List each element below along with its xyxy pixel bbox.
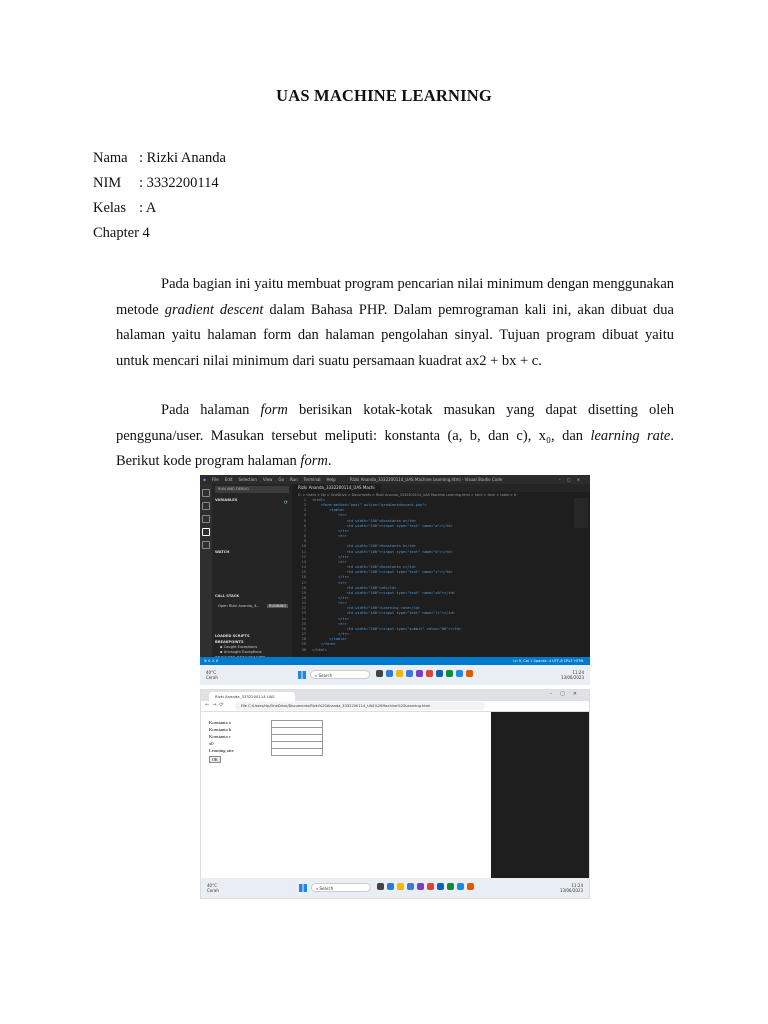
code-editor[interactable] bbox=[292, 484, 590, 657]
address-bar[interactable]: File C:/Users/Hp/OneDrive/Documents/Rizki%20Ananda_3332200114_UAS%20Machine%20Learning.html bbox=[235, 702, 485, 710]
sidebar-header: RUN AND DEBUG bbox=[218, 487, 249, 491]
code-text: </tr> bbox=[312, 528, 349, 533]
code-text: <td width="100"><input type="text" name="c"></td> bbox=[312, 570, 453, 575]
word-icon[interactable] bbox=[437, 883, 444, 890]
code-text: <tr> bbox=[312, 601, 347, 606]
code-text: </tr> bbox=[312, 616, 349, 621]
taskbar bbox=[200, 665, 590, 685]
info-kelas bbox=[93, 200, 156, 217]
code-text: <form method="post" action="gradientdescent.php"> bbox=[312, 503, 427, 508]
info-value: : Rizki Ananda bbox=[139, 150, 226, 166]
info-nama bbox=[93, 150, 226, 167]
weather-widget[interactable]: 40°C Cerah bbox=[206, 670, 218, 680]
chrome-icon[interactable] bbox=[427, 883, 434, 890]
code-text: </form> bbox=[312, 642, 336, 647]
menu-view[interactable]: View bbox=[262, 477, 273, 482]
store-icon[interactable] bbox=[406, 670, 413, 677]
form-row: Learning rate bbox=[209, 748, 329, 755]
code-text: <tr> bbox=[312, 621, 347, 626]
line-number: 12 bbox=[301, 554, 306, 559]
line-number: 30 bbox=[301, 647, 306, 652]
code-text: <td width="100"><input type="text" name="lr"></td> bbox=[312, 611, 455, 616]
code-text: <tr> bbox=[312, 559, 347, 564]
code-text: <table> bbox=[312, 508, 345, 513]
app-icon[interactable] bbox=[467, 883, 474, 890]
line-number: 3 bbox=[303, 508, 306, 513]
code-text: <td width="100"><input type="text" name="b"></td> bbox=[312, 549, 453, 554]
line-number: 1 bbox=[303, 498, 306, 502]
code-text: <td width="100">Konstanta a</td> bbox=[312, 518, 416, 523]
extensions-icon[interactable] bbox=[202, 541, 210, 549]
line-number: 11 bbox=[301, 549, 306, 554]
code-line[interactable] bbox=[292, 648, 572, 653]
editor-tab[interactable]: Rizki Ananda_3332200114_UAS Machi bbox=[292, 484, 381, 492]
windows-start-icon[interactable] bbox=[299, 884, 307, 892]
browser-window-controls[interactable]: –▢✕ bbox=[549, 691, 585, 697]
chapter-label: Chapter 4 bbox=[93, 225, 150, 241]
folder-icon[interactable] bbox=[396, 670, 403, 677]
run-debug-icon[interactable] bbox=[202, 528, 210, 536]
window-title: Rizki Ananda_3332200114_UAS Machine Learning.html - Visual Studio Code bbox=[350, 477, 503, 482]
windows-start-icon[interactable] bbox=[298, 671, 306, 679]
line-number: 16 bbox=[301, 575, 306, 580]
vscode-titlebar bbox=[200, 475, 590, 484]
code-text: <html> bbox=[312, 498, 325, 502]
line-number: 20 bbox=[301, 595, 306, 600]
line-number: 14 bbox=[301, 565, 306, 570]
line-number: 7 bbox=[303, 528, 306, 533]
line-number: 10 bbox=[301, 544, 306, 549]
info-label: Nama bbox=[93, 150, 128, 166]
line-number: 13 bbox=[301, 559, 306, 564]
menu-go[interactable]: Go bbox=[278, 477, 284, 482]
menu-file[interactable]: File bbox=[212, 477, 219, 482]
line-number: 6 bbox=[303, 523, 306, 528]
info-value: : A bbox=[139, 200, 157, 216]
line-number: 27 bbox=[301, 632, 306, 637]
paragraph-1: Pada bagian ini yaitu membuat program pencarian nilai minimum dengan menggunakan metode gradient descent dalam Bahasa PHP. Dalam pemrograman kali ini, akan dibuat dua halaman yaitu halaman form dan halaman pengolahan sinyal. Tujuan program dibuat yaitu untuk mencari nilai minimum dari suatu persamaan kuadrat ax2 + bx + c. bbox=[116, 276, 674, 369]
line-number: 25 bbox=[301, 621, 306, 626]
nav-buttons-icon[interactable]: ←→⟳ bbox=[205, 702, 227, 708]
input-form bbox=[209, 720, 329, 763]
teams-icon[interactable] bbox=[417, 883, 424, 890]
line-number: 23 bbox=[301, 611, 306, 616]
line-number: 24 bbox=[301, 616, 306, 621]
chrome-icon[interactable] bbox=[426, 670, 433, 677]
vscode-screenshot bbox=[200, 475, 590, 685]
status-bar bbox=[200, 657, 590, 665]
edge-icon[interactable] bbox=[386, 670, 393, 677]
code-text: <td width="100">Konstanta c</td> bbox=[312, 565, 416, 570]
line-number: 17 bbox=[301, 580, 306, 585]
browser-screenshot bbox=[200, 689, 590, 899]
line-number: 22 bbox=[301, 606, 306, 611]
code-text: <td width="100"><input type="text" name="a"></td> bbox=[312, 523, 453, 528]
search-icon[interactable] bbox=[202, 502, 210, 510]
line-number: 2 bbox=[303, 503, 306, 508]
teams-icon[interactable] bbox=[416, 670, 423, 677]
code-text: <tr> bbox=[312, 513, 347, 518]
line-number: 28 bbox=[301, 637, 306, 642]
browser-page bbox=[201, 712, 491, 878]
browser-tabbar bbox=[201, 690, 589, 701]
code-text: </tr> bbox=[312, 632, 349, 637]
minimap[interactable] bbox=[574, 498, 588, 528]
form-row: Konstanta c bbox=[209, 734, 329, 741]
status-info[interactable]: Ln 9, Col 1 Spaces: 4 UTF-8 CRLF HTML bbox=[513, 659, 584, 663]
menu-run[interactable]: Run bbox=[289, 477, 298, 482]
menu-selection[interactable]: Selection bbox=[238, 477, 257, 482]
form-row: Konstanta a bbox=[209, 720, 329, 727]
code-text: </tr> bbox=[312, 595, 349, 600]
code-text: </tr> bbox=[312, 575, 349, 580]
vscode-menu bbox=[212, 475, 342, 484]
section-loaded-scripts[interactable]: LOADED SCRIPTS bbox=[215, 634, 250, 638]
source-control-icon[interactable] bbox=[202, 515, 210, 523]
vscode-taskbar-icon[interactable] bbox=[457, 883, 464, 890]
code-text: </table> bbox=[312, 637, 347, 642]
edge-icon[interactable] bbox=[387, 883, 394, 890]
taskbar-search[interactable]: ⌕ Search bbox=[310, 670, 370, 679]
taskbar-search[interactable]: ⌕ Search bbox=[311, 883, 371, 892]
line-number: 19 bbox=[301, 590, 306, 595]
code-text: <td width="100"><input type="submit" value="OK"></td> bbox=[312, 626, 462, 631]
line-number: 8 bbox=[303, 534, 306, 539]
editor-tabs bbox=[292, 484, 590, 492]
section-variables[interactable]: VARIABLES bbox=[215, 498, 238, 502]
breadcrumb[interactable]: C: > Users > Hp > OneDrive > Documents > Rizki Ananda_3332200114_UAS Machine Learning.html > html > form > table > tr bbox=[298, 493, 517, 497]
menu-help[interactable]: Help bbox=[326, 477, 336, 482]
section-breakpoints[interactable]: BREAKPOINTS bbox=[215, 640, 244, 644]
line-number: 5 bbox=[303, 518, 306, 523]
menu-terminal[interactable]: Terminal bbox=[303, 477, 321, 482]
explorer-icon[interactable] bbox=[202, 489, 210, 497]
app-icon[interactable] bbox=[466, 670, 473, 677]
activity-bar bbox=[200, 484, 212, 657]
info-label: Kelas bbox=[93, 200, 127, 216]
line-number: 18 bbox=[301, 585, 306, 590]
taskbar-apps bbox=[376, 670, 476, 678]
form-row: Konstanta b bbox=[209, 727, 329, 734]
taskbar-apps bbox=[377, 883, 477, 891]
info-label: NIM bbox=[93, 175, 122, 191]
call-stack-item[interactable]: Open Rizki Ananda_3... RUNNING bbox=[218, 604, 286, 608]
vscode-logo-icon: ◆ bbox=[203, 477, 207, 482]
menu-edit[interactable]: Edit bbox=[224, 477, 233, 482]
learning-rate-input[interactable] bbox=[271, 748, 323, 756]
debug-sidebar bbox=[212, 484, 292, 657]
line-number: 15 bbox=[301, 570, 306, 575]
breakpoint-caught[interactable]: ▪ Caught Exceptions bbox=[220, 645, 258, 649]
code-text: <td width="100">Learning rate</td> bbox=[312, 606, 421, 611]
folder-icon[interactable] bbox=[397, 883, 404, 890]
section-watch[interactable]: WATCH bbox=[215, 550, 230, 554]
code-text: <td width="100"><input type="text" name="x0"></td> bbox=[312, 590, 455, 595]
background-editor bbox=[491, 712, 589, 878]
info-nim bbox=[93, 175, 219, 192]
code-text: <tr> bbox=[312, 580, 347, 585]
line-number: 21 bbox=[301, 601, 306, 606]
running-badge: RUNNING bbox=[268, 604, 286, 608]
breakpoint-uncaught[interactable]: ▪ Uncaught Exceptions bbox=[220, 650, 262, 654]
code-text: </html> bbox=[312, 647, 328, 652]
taskbar-clock[interactable]: 11:24 13/06/2023 bbox=[560, 670, 584, 680]
paragraph-2: Pada halaman form berisikan kotak-kotak masukan yang dapat disetting oleh pengguna/user. Masukan tersebut meliputi: konstanta (a, b, dan c), x₀, dan learning rate. Berikut kode program halaman form. bbox=[116, 402, 674, 469]
browser-tab[interactable]: Rizki Ananda_3332200114 UAS bbox=[209, 692, 295, 701]
code-text: <tr> bbox=[312, 534, 347, 539]
taskbar-clock[interactable]: 11:24 13/06/2023 bbox=[559, 883, 583, 893]
weather-widget[interactable]: 40°C Cerah bbox=[207, 883, 219, 893]
taskbar bbox=[201, 878, 589, 898]
line-number: 9 bbox=[303, 539, 306, 544]
restart-icon[interactable]: ⟳ bbox=[283, 500, 288, 506]
line-number: 29 bbox=[301, 642, 306, 647]
vscode-taskbar-icon[interactable] bbox=[456, 670, 463, 677]
window-controls[interactable]: –▢✕ bbox=[558, 477, 586, 482]
code-lines[interactable] bbox=[292, 498, 572, 657]
word-icon[interactable] bbox=[436, 670, 443, 677]
status-problems[interactable]: ⊗ 0 ⚠ 0 bbox=[204, 659, 219, 663]
store-icon[interactable] bbox=[407, 883, 414, 890]
line-number: 4 bbox=[303, 513, 306, 518]
taskview-icon[interactable] bbox=[376, 670, 383, 677]
taskview-icon[interactable] bbox=[377, 883, 384, 890]
excel-icon[interactable] bbox=[447, 883, 454, 890]
line-number: 26 bbox=[301, 626, 306, 631]
info-value: : 3332200114 bbox=[139, 175, 219, 191]
browser-toolbar bbox=[201, 701, 589, 712]
excel-icon[interactable] bbox=[446, 670, 453, 677]
section-call-stack[interactable]: CALL STACK bbox=[215, 594, 240, 598]
form-row: x0 bbox=[209, 741, 329, 748]
code-text: <td width="100">x0</td> bbox=[312, 585, 397, 590]
ok-button[interactable]: OK bbox=[209, 756, 221, 763]
code-text: <td width="100">Konstanta b</td> bbox=[312, 544, 416, 549]
code-text: </tr> bbox=[312, 554, 349, 559]
document-title: UAS MACHINE LEARNING bbox=[276, 86, 492, 105]
